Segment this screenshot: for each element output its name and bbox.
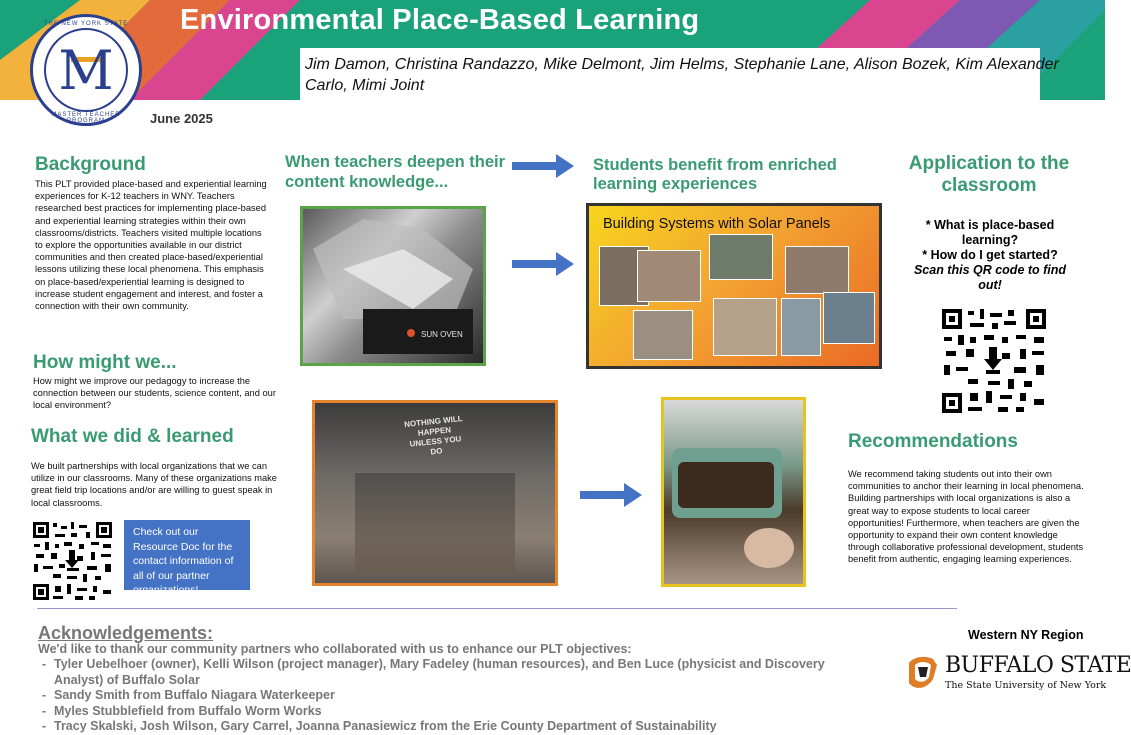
background-heading: Background <box>35 154 146 175</box>
application-item: * How do I get started? <box>922 248 1058 262</box>
collage-photo <box>637 250 701 302</box>
logo-ring-top-text: THE NEW YORK STATE <box>43 21 129 27</box>
list-item: - Myles Stubblefield from Buffalo Worm Works <box>40 704 860 720</box>
how-might-we-text: How might we improve our pedagogy to increase the connection between our students, science content, and our local environment? <box>33 376 276 411</box>
application-heading: Application to the classroom <box>908 153 1070 196</box>
application-item: * What is place-based learning? <box>925 218 1055 247</box>
acknowledgements-list <box>40 657 860 735</box>
solar-panels-title: Building Systems with Solar Panels <box>603 216 831 232</box>
collage-photo <box>781 298 821 356</box>
arrow-right-icon <box>512 252 574 276</box>
author-list: Jim Damon, Christina Randazzo, Mike Delmont, Jim Helms, Stephanie Lane, Alison Bozek, Kim Alexander Carlo, Mimi Joint <box>305 56 1059 94</box>
group-of-people <box>355 473 515 573</box>
master-teacher-logo <box>30 14 142 126</box>
what-we-did-text: We built partnerships with local organizations that we can utilize in our classrooms. Many of these organizations make great field trip locations and/or are willing to guest speak in local classrooms. <box>31 461 277 508</box>
field-visit-photo <box>312 400 558 586</box>
hand-holding-worm <box>744 528 794 568</box>
collage-photo <box>823 292 875 344</box>
qr-code-icon <box>940 307 1048 415</box>
recommendations-text: We recommend taking students out into their own communities to anchor their learning in local phenomena. Building partnerships with local organizations is also a great way to expose students to local career opportunities! Furthermore, when teachers are given the opportunity to expand their own content knowledge through collaborative professional development, students benefit from authentic, engaging learning experiences. <box>848 469 1084 565</box>
acknowledgements-intro: We'd like to thank our community partners who collaborated with us to enhance our PLT objectives: <box>38 642 632 656</box>
solar-oven-illustration <box>303 209 483 363</box>
worm-bin-photo <box>661 397 806 587</box>
institution-name: BUFFALO STATE <box>945 653 1131 678</box>
background-text: This PLT provided place-based and experiential learning experiences for K-12 teachers in WNY. Teachers researched best practices for implementing place-based and experiential learning strategies within their own classrooms/districts. Teachers visited multiple locations to explore the opportunities available in our district communities and then created place-based/experiential lessons utilizing these local phenomena. This emphasis on place-based/experiential learning is designed to increase student engagement and interest, and foster a connection with their own community. <box>35 179 267 312</box>
buffalo-state-emblem-icon <box>903 653 943 693</box>
collage-photo <box>633 310 693 360</box>
scan-qr-prompt: Scan this QR code to find out! <box>913 263 1067 292</box>
arrow-right-icon <box>580 483 642 507</box>
collage-photo <box>785 246 849 294</box>
solar-oven-photo <box>300 206 486 366</box>
acknowledgements-heading: Acknowledgements: <box>38 623 214 643</box>
wall-sign-text: NOTHING WILL HAPPEN UNLESS YOU DO <box>403 414 464 457</box>
logo-inner-ring <box>44 28 128 112</box>
region-label: Western NY Region <box>968 628 1084 642</box>
qr-code-icon <box>31 520 114 602</box>
recommendations-heading: Recommendations <box>848 431 1018 452</box>
what-we-did-heading: What we did & learned <box>31 426 234 447</box>
buffalo-state-logo <box>903 653 1131 695</box>
sun-oven-label: SUN OVEN <box>421 330 463 339</box>
institution-subtitle: The State University of New York <box>945 680 1107 691</box>
compost-soil <box>678 462 774 508</box>
collage-photo <box>713 298 777 356</box>
resource-doc-callout-text: Check out our Resource Doc for the contact information of all of our partner organizations! <box>133 526 234 596</box>
application-qr-code[interactable] <box>940 307 1048 415</box>
list-item: - Tracy Skalski, Josh Wilson, Gary Carrel, Joanna Panasiewicz from the Erie County Department of Sustainability <box>40 719 860 735</box>
students-heading: Students benefit from enriched learning experiences <box>593 156 837 193</box>
list-item: - Sandy Smith from Buffalo Niagara Waterkeeper <box>40 688 860 704</box>
section-divider <box>37 608 957 609</box>
poster-title: Environmental Place-Based Learning <box>180 4 700 36</box>
resource-doc-callout[interactable] <box>124 520 250 596</box>
poster-date: June 2025 <box>150 111 213 126</box>
teachers-heading: When teachers deepen their content knowledge... <box>285 153 506 191</box>
list-item: - Tyler Uebelhoer (owner), Kelli Wilson (project manager), Mary Fadeley (human resources), and Ben Luce (physicist and Discovery Analyst) of Buffalo Solar <box>40 657 860 688</box>
arrow-right-icon <box>512 154 574 178</box>
solar-panels-collage <box>586 203 882 369</box>
resource-qr-code[interactable] <box>31 520 114 602</box>
application-list <box>904 218 1076 293</box>
collage-photo <box>709 234 773 280</box>
how-might-we-heading: How might we... <box>33 352 177 373</box>
logo-monogram: M <box>58 39 114 102</box>
logo-ring-bottom-text: MASTER TEACHER PROGRAM <box>51 112 121 124</box>
